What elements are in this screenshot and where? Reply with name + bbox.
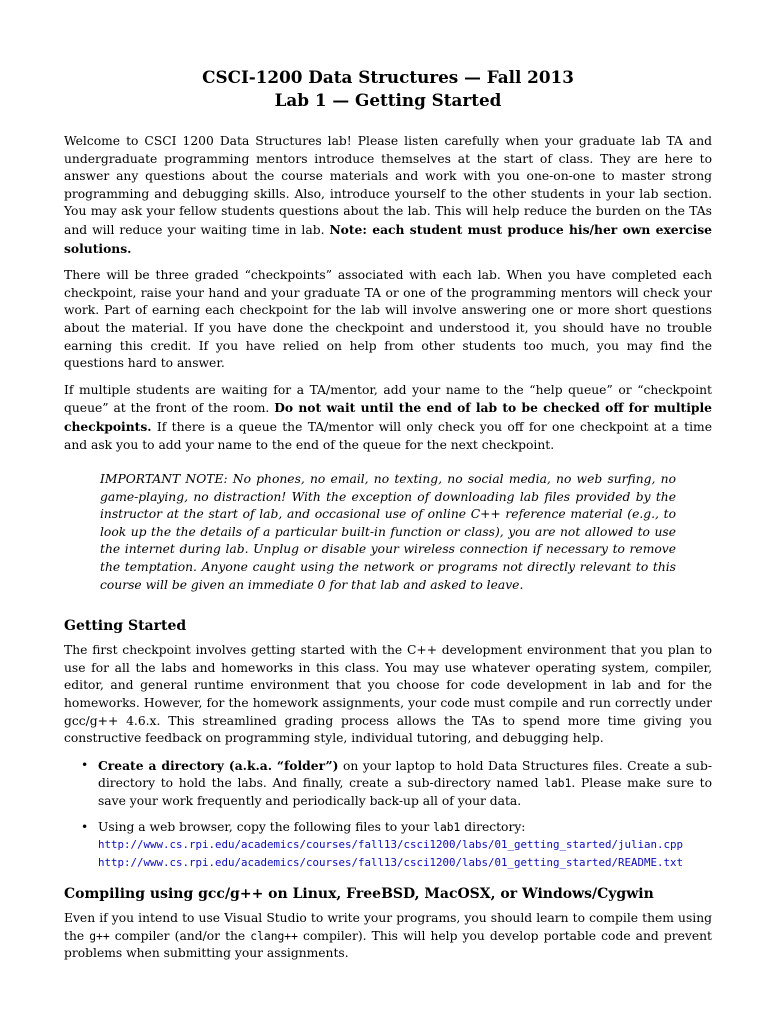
document-page — [64, 66, 712, 972]
compiling-heading: Compiling using gcc/g++ on Linux, FreeBSD, MacOSX, or Windows/Cygwin — [64, 886, 654, 903]
compiling-paragraph: Even if you intend to use Visual Studio to write your programs, you should learn to compile them using the g++ compiler (and/or the clang++ compiler). This will help you develop portable code and prevent problems when submitting your assignments. — [64, 911, 712, 961]
code-clang: clang++ — [250, 929, 298, 943]
intro-paragraph-1: Welcome to CSCI 1200 Data Structures lab! Please listen carefully when your graduate lab TA and undergraduate programming mentors introduce themselves at the start of class. They are here to answer any questions about the course materials and work with you one-on-one to master strong programming and debugging skills. Also, introduce yourself to the other students in your lab section. You may ask your fellow students questions about the lab. This will help reduce the burden on the TAs and will reduce your waiting time in lab. Note: each student must produce his/her own exercise solutions. — [64, 134, 712, 256]
queue-bold: Do not wait until the end of lab to be checked off for multiple checkpoints. — [64, 400, 712, 434]
readme-link[interactable]: http://www.cs.rpi.edu/academics/courses/fall13/csci1200/labs/01_getting_started/README.txt — [98, 856, 684, 870]
intro-paragraph-3: If multiple students are waiting for a TA/mentor, add your name to the “help queue” or “checkpoint queue” at the front of the room. Do not wait until the end of lab to be checked off for multiple checkpoints. If there is a queue the TA/mentor will only check you off for one checkpoint at a time and ask you to add your name to the end of the queue for the next checkpoint. — [64, 382, 712, 452]
list-item: • Using a web browser, copy the following files to your lab1 directory: http://www.cs.rpi.edu/academics/courses/fall13/csci1200/labs/01_getting_started/julian.cpp http://www.cs.rpi.edu/academics/courses/fall13/csci1200/labs/01_getting_started/README.txt — [98, 819, 712, 873]
code-lab1: lab1 — [433, 820, 461, 834]
course-title: CSCI-1200 Data Structures — Fall 2013 — [202, 67, 574, 87]
code-gpp: g++ — [89, 929, 110, 943]
julian-cpp-link[interactable]: http://www.cs.rpi.edu/academics/courses/fall13/csci1200/labs/01_getting_started/julian.cpp — [98, 838, 684, 852]
note-bold: Note: each student must produce his/her own exercise solutions. — [64, 221, 712, 256]
intro-paragraph-2: There will be three graded “checkpoints” associated with each lab. When you have completed each checkpoint, raise your hand and your graduate TA or one of the programming mentors will check your work. Part of earning each checkpoint for the lab will involve answering one or more short questions about the material. If you have done the checkpoint and understood it, you should have no trouble earning this credit. If you have relied on help from other students too much, you may find the questions hard to answer. — [64, 268, 712, 371]
code-lab1: lab1 — [544, 777, 572, 791]
important-note: IMPORTANT NOTE: No phones, no email, no texting, no social media, no web surfing, no game-playing, no distraction! With the exception of downloading lab files provided by the instructor at the start of lab, and occasional use of online C++ reference material (e.g., to look up the the details of a particular built-in function or class), you are not allowed to use the internet during lab. Unplug or disable your wireless connection if necessary to remove the temptation. Anyone caught using the network or programs not directly relevant to this course will be given an immediate 0 for that lab and asked to leave. — [100, 472, 676, 592]
document-title — [64, 66, 712, 112]
checkpoint-list — [64, 757, 712, 872]
getting-started-paragraph: The first checkpoint involves getting started with the C++ development environment that you plan to use for all the labs and homeworks in this class. You may use whatever operating system, compiler, editor, and general runtime environment that you choose for code development in lab and for the homeworks. However, for the homework assignments, your code must compile and run correctly under gcc/g++ 4.6.x. This streamlined grading process allows the TAs to spend more time giving you constructive feedback on programming style, individual tutoring, and debugging help. — [64, 643, 712, 746]
list-item: • Create a directory (a.k.a. “folder”) on your laptop to hold Data Structures files. Create a sub-directory to hold the labs. And finally, create a sub-directory named lab1. Please make sure to save your work frequently and periodically back-up all of your data. — [98, 757, 712, 811]
getting-started-heading: Getting Started — [64, 618, 187, 635]
lab-title: Lab 1 — Getting Started — [274, 90, 502, 110]
